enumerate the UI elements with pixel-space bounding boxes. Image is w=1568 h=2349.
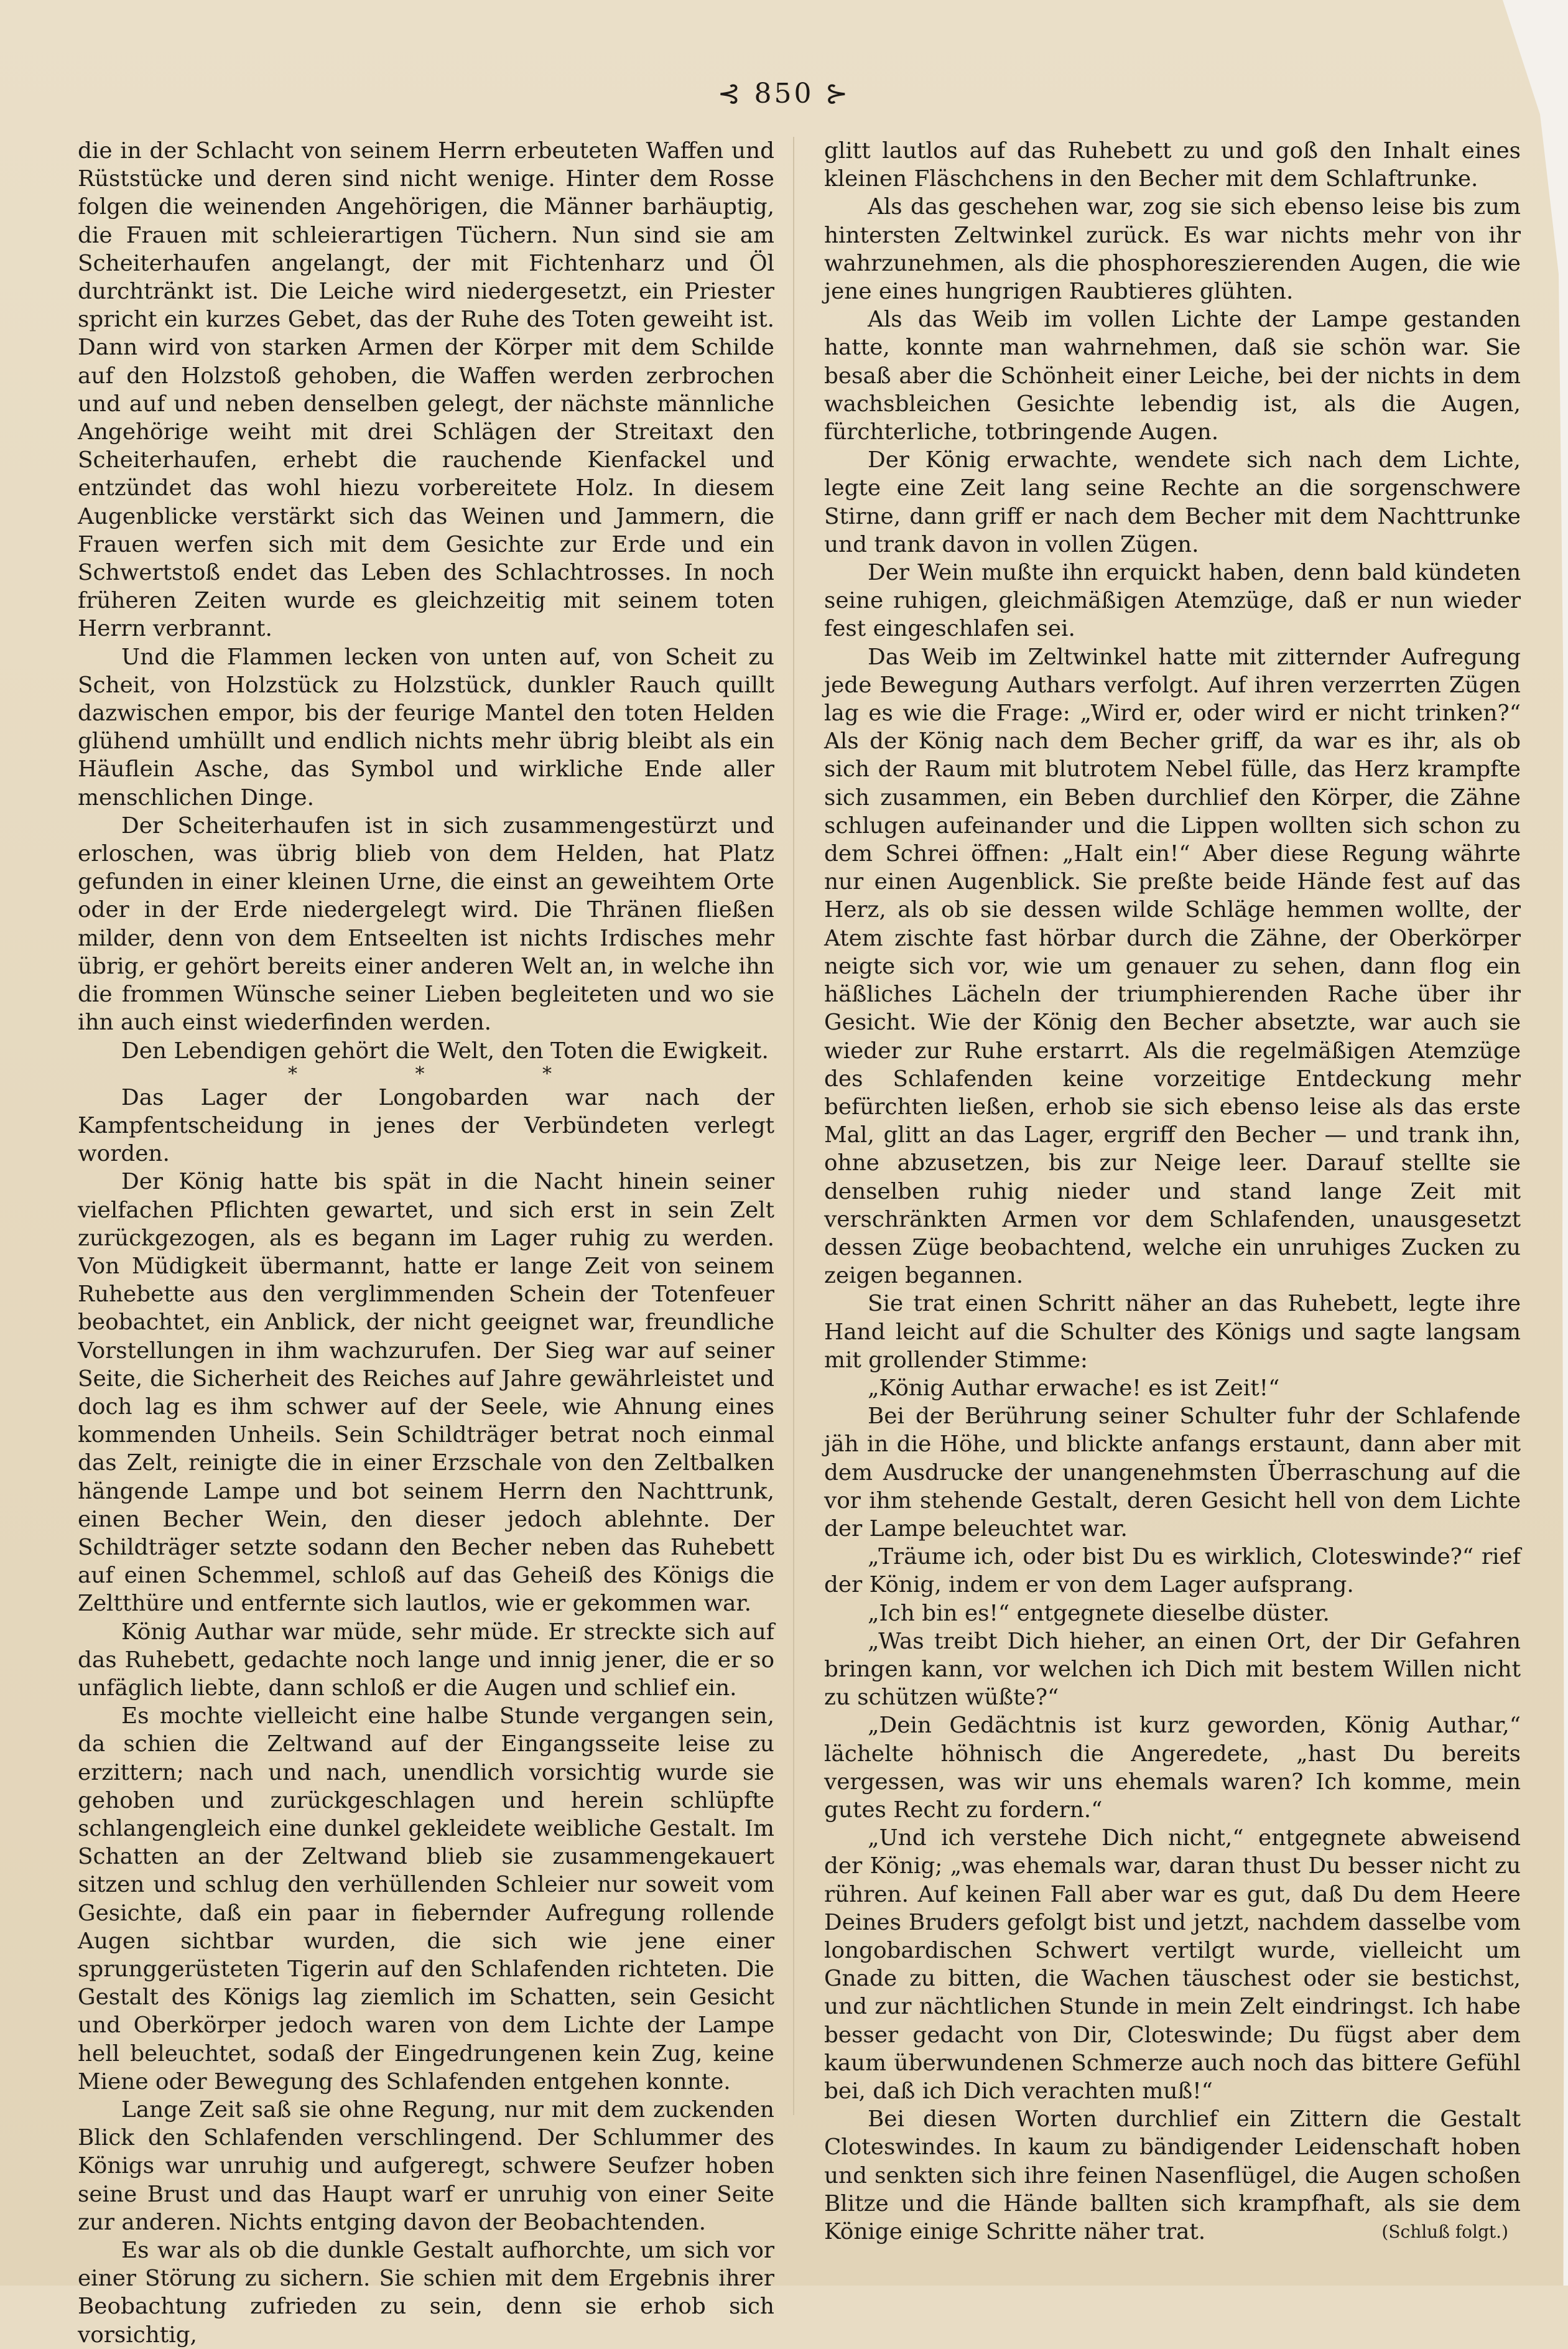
paragraph: „Und ich verstehe Dich nicht,“ entgegnete abweisend der König; „was ehemals war, daran thust Du besser nicht zu rühren. Auf keinen Fall aber war es gut, daß Du dem Heere Deines Bruders gefolgt bist und jetzt, nachdem dasselbe vom longobardischen Schwert vertilgt wurde, vielleicht um Gnade zu bitten, die Wachen täuschest oder sie bestichst, und zur nächtlichen Stunde in mein Zelt eindringst. Ich habe besser gedacht von Dir, Cloteswinde; Du fügst aber dem kaum überwundenen Schmerze auch noch das bittere Gefühl bei, daß ich Dich verachten muß!“ <box>824 1825 1521 2105</box>
paragraph: König Authar war müde, sehr müde. Er streckte sich auf das Ruhebett, gedachte noch lange und innig jener, die er so unfäglich liebte, dann schloß er die Augen und schlief ein. <box>78 1619 774 1701</box>
paragraph: Der Scheiterhaufen ist in sich zusammengestürzt und erloschen, was übrig blieb von dem Helden, hat Platz gefunden in einer kleinen Urne, die einst an geweihtem Orte oder in der Erde niedergelegt wird. Die Thränen fließen milder, denn von dem Entseelten ist nichts Irdisches mehr übrig, er gehört bereits einer anderen Welt an, in welche ihn die frommen Wünsche seiner Lieben begleiteten und wo sie ihn auch einst wiederfinden werden. <box>78 812 774 1036</box>
paragraph: Es mochte vielleicht eine halbe Stunde vergangen sein, da schien die Zeltwand auf der Eingangsseite leise zu erzittern; nach und nach, unendlich vorsichtig wurde sie gehoben und zurückgeschlagen und herein schlüpfte schlangengleich eine dunkel gekleidete weibliche Gestalt. Im Schatten an der Zeltwand blieb sie zusammengekauert sitzen und schlug den verhüllenden Schleier nur soweit vom Gesichte, daß ein paar in fiebernder Aufregung rollende Augen sichtbar wurden, die sich wie jene einer sprunggerüsteten Tigerin auf den Schlafenden richteten. Die Gestalt des Königs lag ziemlich im Schatten, sein Gesicht und Oberkörper jedoch waren von dem Lichte der Lampe hell beleuchtet, sodaß der Eingedrungenen kein Zug, keine Miene oder Bewegung des Schlafenden entgehen konnte. <box>78 1703 774 2095</box>
paragraph: Den Lebendigen gehört die Welt, den Toten die Ewigkeit. <box>121 1038 769 1064</box>
paragraph: Der König hatte bis spät in die Nacht hinein seiner vielfachen Pflichten gewartet, und sich erst in sein Zelt zurückgezogen, als es begann im Lager ruhig zu werden. Von Müdigkeit übermannt, hatte er lange Zeit von seinem Ruhebette aus den verglimmenden Schein der Totenfeuer beobachtet, ein Anblick, der nicht geeignet war, freundliche Vorstellungen in ihm wachzurufen. Der Sieg war auf seiner Seite, die Sicherheit des Reiches auf Jahre gewährleistet und doch lag es ihm schwer auf der Seele, wie Ahnung eines kommenden Unheils. Sein Schildträger betrat noch einmal das Zelt, reinigte die in einer Erzschale von den Zeltbalken hängende Lampe und bot seinem Herrn den Nachttrunk, einen Becher Wein, den dieser jedoch ablehnte. Der Schildträger setzte sodann den Becher neben das Ruhebett auf einen Schemmel, schloß auf das Geheiß des Königs die Zeltthüre und entfernte sich lautlos, wie er gekommen war. <box>78 1169 774 1617</box>
paragraph: Der König erwachte, wendete sich nach dem Lichte, legte eine Zeit lang seine Rechte an die sorgenschwere Stirne, dann griff er nach dem Becher mit dem Nachttrunke und trank davon in vollen Zügen. <box>824 447 1521 557</box>
paragraph: glitt lautlos auf das Ruhebett zu und goß den Inhalt eines kleinen Fläschchens in den Becher mit dem Schlaftrunke. <box>824 138 1521 192</box>
paragraph: Bei diesen Worten durchlief ein Zittern die Gestalt Cloteswindes. In kaum zu bändigender Leidenschaft hoben und senkten sich ihre feinen Nasenflügel, die Augen schoßen Blitze und die Hände ballten sich krampfhaft, als sie dem Könige einige Schritte näher trat. (Schluß folgt.) <box>824 2105 1521 2246</box>
paragraph: Als das geschehen war, zog sie sich ebenso leise bis zum hintersten Zeltwinkel zurück. Es war nichts mehr von ihr wahrzunehmen, als die phosphoreszierenden Augen, die wie jene eines hungrigen Raubtieres glühten. <box>824 194 1521 305</box>
paragraph: Lange Zeit saß sie ohne Regung, nur mit dem zuckenden Blick den Schlafenden verschlingend. Der Schlummer des Königs war unruhig und aufgeregt, schwere Seufzer hoben seine Brust und das Haupt warf er unruhig von einer Seite zur anderen. Nichts entging davon der Beobachtenden. <box>78 2097 774 2235</box>
page-header <box>0 78 1568 109</box>
continuation-note: (Schluß folgt.) <box>1381 2221 1508 2243</box>
section-break: * * * <box>287 1063 608 1085</box>
ornament-left: ⊰ <box>717 78 754 109</box>
paragraph: Das Weib im Zeltwinkel hatte mit zitternder Aufregung jede Bewegung Authars verfolgt. Auf ihren verzerrten Zügen lag es wie die Frage: „Wird er, oder wird er nicht trinken?“ Als der König nach dem Becher griff, da war es ihr, als ob sich der Raum mit blutrotem Nebel fülle, das Herz krampfte sich zusammen, ein Beben durchlief den Körper, die Zähne schlugen aufeinander und die Lippen wollten sich schon zu dem Schrei öffnen: „Halt ein!“ Aber diese Regung währte nur einen Augenblick. Sie preßte beide Hände fest auf das Herz, als ob sie dessen wilde Schläge hemmen wollte, der Atem zischte fast hörbar durch die Zähne, der Oberkörper neigte sich vor, wie um genauer zu sehen, dann flog ein häßliches Lächeln der triumphierenden Rache über ihr Gesicht. Wie der König den Becher absetzte, war auch sie wieder zur Ruhe erstarrt. Als die regelmäßigen Atemzüge des Schlafenden keine vorzeitige Entdeckung mehr befürchten ließen, erhob sie sich ebenso leise als das erste Mal, glitt an das Lager, ergriff den Becher — und trank ihn, ohne abzusetzen, bis zur Neige leer. Darauf stellte sie denselben ruhig nieder und stand lange Zeit mit verschränkten Armen vor dem Schlafenden, unausgesetzt dessen Züge beobachtend, welche ein unruhiges Zucken zu zeigen begannen. <box>824 644 1521 1289</box>
paragraph: Und die Flammen lecken von unten auf, von Scheit zu Scheit, von Holzstück zu Holzstück, dunkler Rauch quillt dazwischen empor, bis der feurige Mantel den toten Helden glühend umhüllt und endlich nichts mehr übrig bleibt als ein Häuflein Asche, das Symbol und wirkliche Ende aller menschlichen Dinge. <box>78 644 774 811</box>
paragraph: Das Lager der Longobarden war nach der Kampfentscheidung in jenes der Verbündeten verlegt worden. <box>78 1084 774 1167</box>
page-number: 850 <box>754 78 814 109</box>
column-divider <box>793 137 794 2115</box>
paragraph: Es war als ob die dunkle Gestalt aufhorchte, um sich vor einer Störung zu sichern. Sie schien mit dem Ergebnis ihrer Beobachtung zufrieden zu sein, denn sie erhob sich vorsichtig, <box>78 2238 774 2348</box>
right-column <box>824 137 1521 2246</box>
ornament-right: ⊱ <box>814 78 851 109</box>
paragraph: „Träume ich, oder bist Du es wirklich, Cloteswinde?“ rief der König, indem er von dem Lager aufsprang. <box>824 1544 1521 1598</box>
paragraph: Der Wein mußte ihn erquickt haben, denn bald kündeten seine ruhigen, gleichmäßigen Atemzüge, daß er nun wieder fest eingeschlafen sei. <box>824 560 1521 642</box>
paragraph: „König Authar erwache! es ist Zeit!“ <box>868 1375 1280 1401</box>
paragraph: die in der Schlacht von seinem Herrn erbeuteten Waffen und Rüststücke und deren sind nicht wenige. Hinter dem Rosse folgen die weinenden Angehörigen, die Männer barhäuptig, die Frauen mit schleierartigen Tüchern. Nun sind sie am Scheiterhaufen angelangt, der mit Fichtenharz und Öl durchtränkt ist. Die Leiche wird niedergesetzt, ein Priester spricht ein kurzes Gebet, das der Ruhe des Toten geweiht ist. Dann wird von starken Armen der Körper mit dem Schilde auf den Holzstoß gehoben, die Waffen werden zerbrochen und auf und neben denselben gelegt, der nächste männliche Angehörige weiht mit drei Schlägen der Streitaxt den Scheiterhaufen, erhebt die rauchende Kienfackel und entzündet das wohl hiezu vorbereitete Holz. In diesem Augenblicke verstärkt sich das Weinen und Jammern, die Frauen werfen sich mit dem Gesichte zur Erde und ein Schwertstoß endet das Leben des Schlachtrosses. In noch früheren Zeiten wurde es gleichzeitig mit seinem toten Herrn verbrannt. <box>78 138 774 642</box>
paragraph: Als das Weib im vollen Lichte der Lampe gestanden hatte, konnte man wahrnehmen, daß sie schön war. Sie besaß aber die Schönheit einer Leiche, bei der nichts in dem wachsbleichen Gesichte lebendig ist, als die Augen, fürchterliche, totbringende Augen. <box>824 307 1521 445</box>
paragraph: Sie trat einen Schritt näher an das Ruhebett, legte ihre Hand leicht auf die Schulter des Königs und sagte langsam mit grollender Stimme: <box>824 1291 1521 1373</box>
paragraph: „Dein Gedächtnis ist kurz geworden, König Authar,“ lächelte höhnisch die Angeredete, „hast Du bereits vergessen, was wir uns ehemals waren? Ich komme, mein gutes Recht zu fordern.“ <box>824 1713 1521 1823</box>
paragraph: „Was treibt Dich hieher, an einen Ort, der Dir Gefahren bringen kann, vor welchen ich Dich mit bestem Willen nicht zu schützen wüßte?“ <box>824 1628 1521 1711</box>
left-column <box>78 137 774 2349</box>
paragraph: „Ich bin es!“ entgegnete dieselbe düster. <box>868 1600 1330 1626</box>
paragraph: Bei der Berührung seiner Schulter fuhr der Schlafende jäh in die Höhe, und blickte anfangs erstaunt, dann aber mit dem Ausdrucke der unangenehmsten Überraschung auf die vor ihm stehende Gestalt, deren Gesicht hell von dem Lichte der Lampe beleuchtet war. <box>824 1403 1521 1542</box>
